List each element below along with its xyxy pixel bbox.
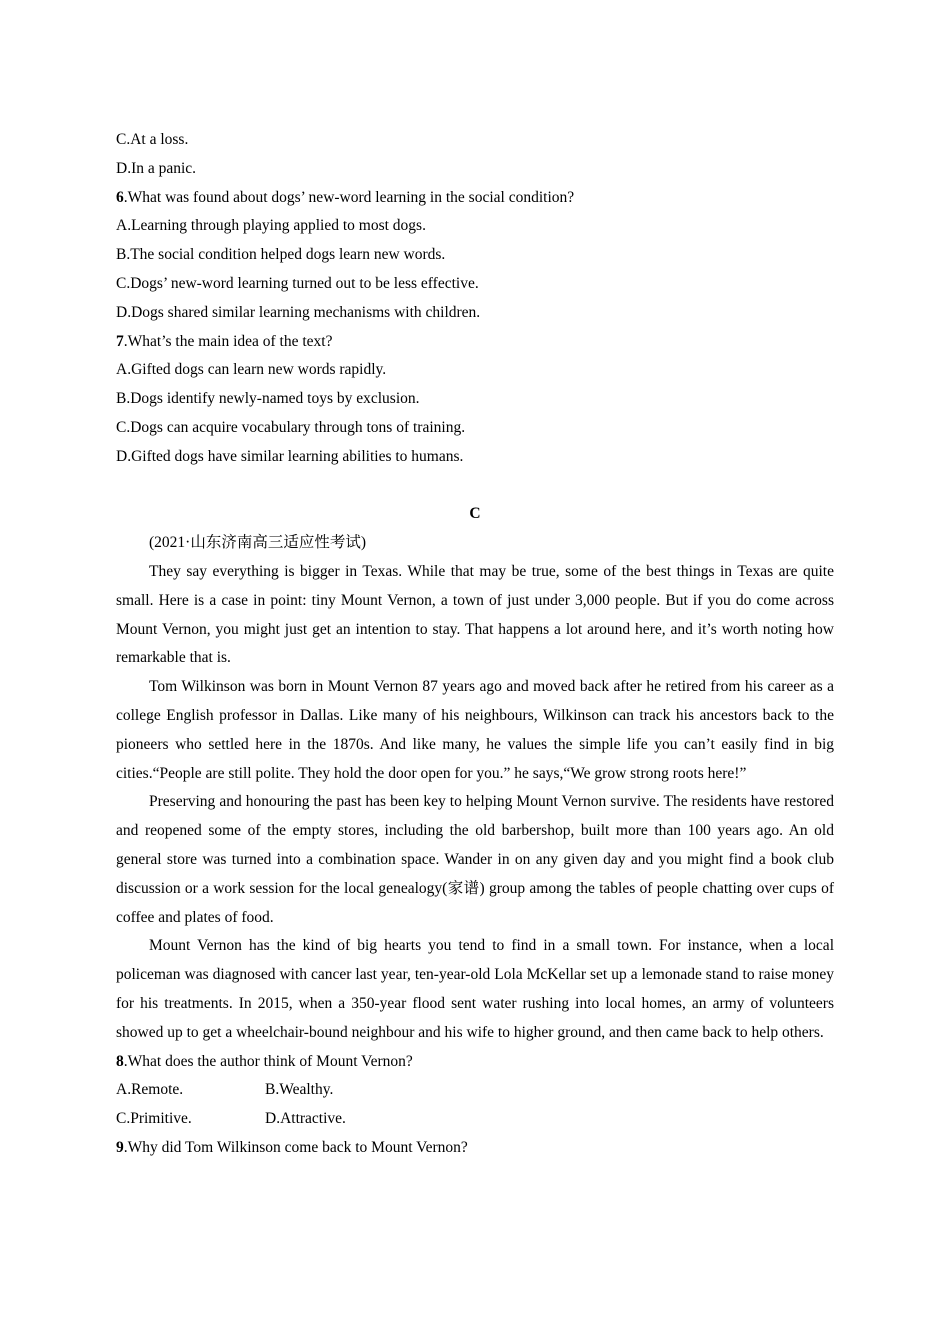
q8-option-b: B.Wealthy. — [265, 1081, 334, 1099]
question-stem: .Why did Tom Wilkinson come back to Mount Vernon? — [123, 1138, 468, 1156]
q6-option-c: C.Dogs’ new-word learning turned out to be less effective. — [116, 274, 479, 292]
option-c-prev: C.At a loss. — [116, 131, 189, 148]
question-number: 6 — [116, 188, 124, 206]
q8-option-a: A.Remote. — [116, 1081, 184, 1099]
option-d-prev: D.In a panic. — [116, 159, 197, 177]
q6-option-a: A.Learning through playing applied to most dogs. — [116, 217, 426, 235]
q7-option-a: A.Gifted dogs can learn new words rapidly. — [116, 361, 387, 379]
question-9 — [116, 1134, 834, 1163]
question-number: 8 — [116, 1052, 124, 1070]
q8-option-d: D.Attractive. — [265, 1110, 346, 1128]
question-stem: .What’s the main idea of the text? — [123, 332, 333, 350]
q8-options-row-2 — [116, 1105, 834, 1134]
q8-options-row-1 — [116, 1076, 834, 1105]
question-stem: .What was found about dogs’ new-word learning in the social condition? — [123, 188, 575, 206]
passage-paragraph-1: They say everything is bigger in Texas. While that may be true, some of the best things in Texas are quite small. Here is a case in point: tiny Mount Vernon, a town of just under 3,000 people. But if you do come across Mount Vernon, you might just get an intention to stay. That happens a lot around here, and it’s worth noting how remarkable that is. — [116, 562, 834, 667]
q7-option-b: B.Dogs identify newly-named toys by exclusion. — [116, 390, 420, 408]
question-number: 7 — [116, 332, 124, 350]
document-page — [116, 126, 834, 1163]
q6-option-d: D.Dogs shared similar learning mechanisms with children. — [116, 303, 481, 321]
passage-paragraph-3: Preserving and honouring the past has been key to helping Mount Vernon survive. The residents have restored and reopened some of the empty stores, including the old barbershop, built more than 100 years ago. An old general store was turned into a combination space. Wander in on any given day and you might find a book club discussion or a work session for the local genealogy(家谱) group among the tables of people chatting over cups of coffee and plates of food. — [116, 793, 834, 926]
passage-paragraph-4: Mount Vernon has the kind of big hearts you tend to find in a small town. For instance, when a local policeman was diagnosed with cancer last year, ten-year-old Lola McKellar set up a lemonade stand to raise money for his treatments. In 2015, when a 350-year flood sent water rushing into local homes, an army of volunteers showed up to get a wheelchair-bound neighbour and his wife to higher ground, and then came back to help others. — [116, 937, 834, 1041]
question-6 — [116, 184, 834, 213]
passage-heading: C — [469, 505, 481, 523]
q6-option-b: B.The social condition helped dogs learn new words. — [116, 246, 446, 264]
passage-source: (2021·山东济南高三适应性考试) — [149, 534, 366, 552]
question-stem: .What does the author think of Mount Vernon? — [123, 1052, 413, 1070]
passage-paragraph-2: Tom Wilkinson was born in Mount Vernon 87 years ago and moved back after he retired from his career as a college English professor in Dallas. Like many of his neighbours, Wilkinson can track his ancestors back to the pioneers who settled here in the 1870s. And like many, he values the simple life you can’t easily find in big cities.“People are still polite. They hold the door open for you.” he says,“We grow strong roots here!” — [116, 678, 834, 782]
q8-option-c: C.Primitive. — [116, 1110, 192, 1128]
q7-option-d: D.Gifted dogs have similar learning abilities to humans. — [116, 447, 464, 465]
question-7 — [116, 328, 834, 357]
question-number: 9 — [116, 1138, 124, 1156]
q7-option-c: C.Dogs can acquire vocabulary through tons of training. — [116, 418, 466, 436]
question-8 — [116, 1048, 834, 1077]
section-spacer — [116, 472, 834, 501]
